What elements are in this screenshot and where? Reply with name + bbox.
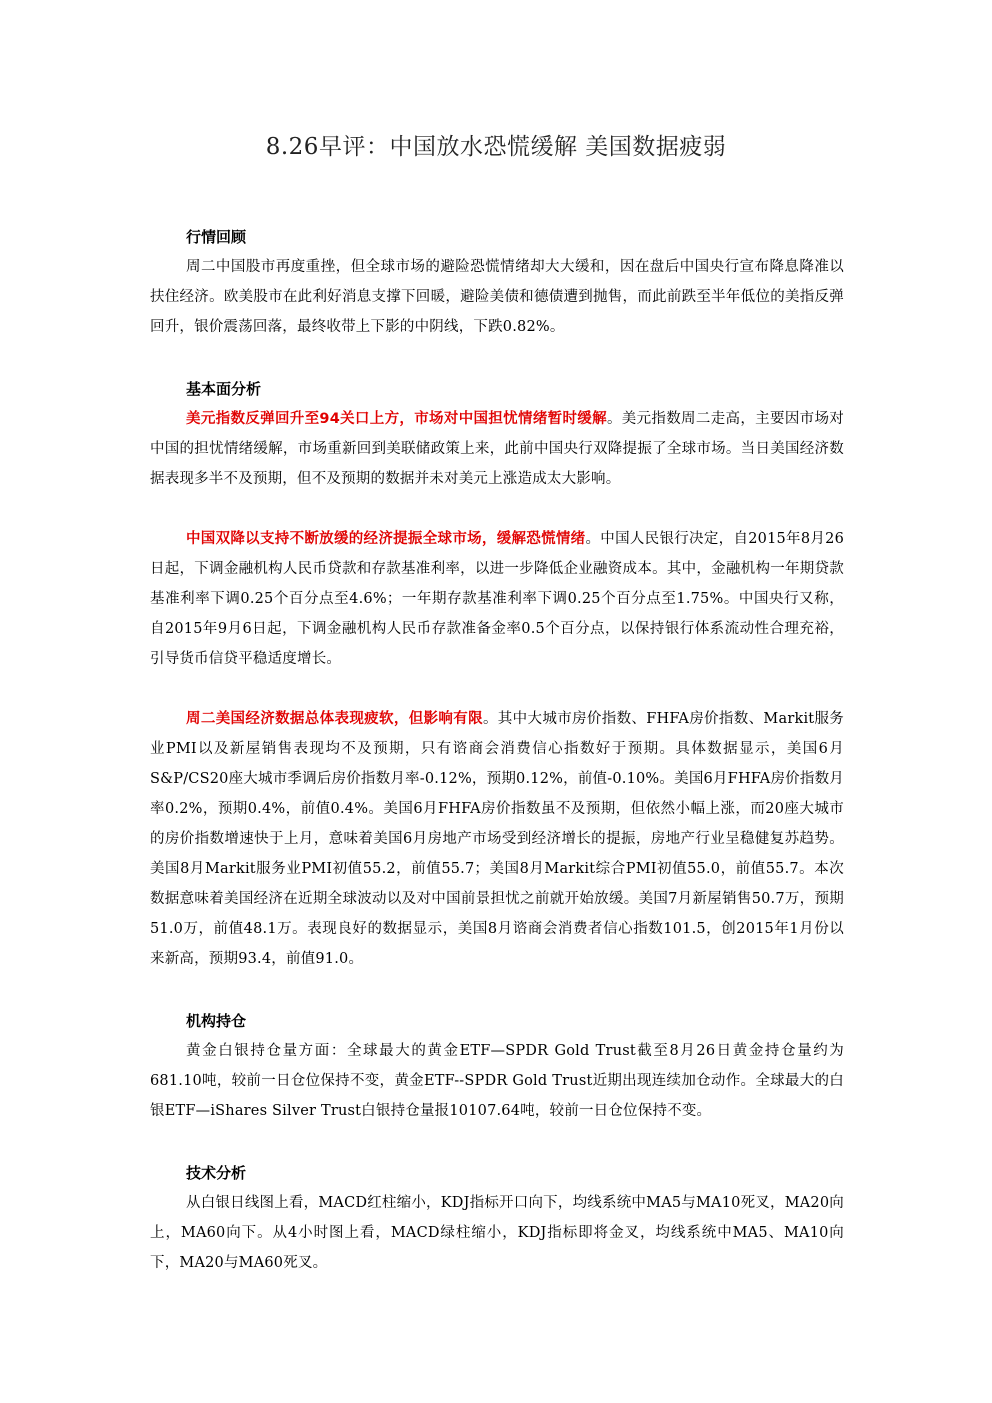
highlight-usd: 美元指数反弹回升至94关口上方，市场对中国担忧情绪暂时缓解 [186, 411, 607, 427]
fundamentals-paragraph-china [150, 524, 844, 674]
highlight-us-data: 周二美国经济数据总体表现疲软，但影响有限 [186, 711, 483, 727]
page-title: 8.26早评：中国放水恐慌缓解 美国数据疲弱 [265, 134, 727, 160]
technical-paragraph: 从白银日线图上看，MACD红柱缩小，KDJ指标开口向下，均线系统中MA5与MA10死叉，MA20向上，MA60向下。从4小时图上看，MACD绿柱缩小，KDJ指标即将金叉，均线系统中MA5、MA10向下，MA20与MA60死叉。 [150, 1195, 844, 1271]
section-heading-technical: 技术分析 [186, 1164, 247, 1182]
document-body [150, 222, 844, 1278]
fundamentals-text-us-data: 。其中大城市房价指数、FHFA房价指数、Markit服务业PMI以及新屋销售表现均不及预期，只有谘商会消费信心指数好于预期。具体数据显示，美国6月S&P/CS20座大城市季调后房价指数月率-0.12%，预期0.12%，前值-0.10%。美国6月FHFA房价指数月率0.2%，预期0.4%，前值0.4%。美国6月FHFA房价指数虽不及预期，但依然小幅上涨，而20座大城市的房价指数增速快于上月，意味着美国6月房地产市场受到经济增长的提振，房地产行业呈稳健复苏趋势。美国8月Markit服务业PMI初值55.2，前值55.7；美国8月Markit综合PMI初值55.0，前值55.7。本次数据意味着美国经济在近期全球波动以及对中国前景担忧之前就开始放缓。美国7月新屋销售50.7万，预期51.0万，前值48.1万。表现良好的数据显示，美国8月谘商会消费者信心指数101.5，创2015年1月份以来新高，预期93.4，前值91.0。 [150, 711, 845, 967]
section-review [150, 222, 844, 342]
fundamentals-text-usd: 。美元指数周二走高，主要因市场对中国的担忧情绪缓解，市场重新回到美联储政策上来，此前中国央行双降提振了全球市场。当日美国经济数据表现多半不及预期，但不及预期的数据并未对美元上涨造成太大影响。 [150, 411, 844, 487]
section-heading-fundamentals: 基本面分析 [186, 380, 262, 398]
section-positions [150, 1006, 844, 1126]
section-heading-positions: 机构持仓 [186, 1012, 247, 1030]
section-technical [150, 1158, 844, 1278]
fundamentals-paragraph-us-data [150, 704, 844, 974]
section-fundamentals [150, 374, 844, 974]
fundamentals-text-china: 。中国人民银行决定，自2015年8月26日起，下调金融机构人民币贷款和存款基准利率，以进一步降低企业融资成本。其中，金融机构一年期贷款基准利率下调0.25个百分点至4.6%；一年期存款基准利率下调0.25个百分点至1.75%。中国央行又称，自2015年9月6日起，下调金融机构人民币存款准备金率0.5个百分点，以保持银行体系流动性合理充裕，引导货币信贷平稳适度增长。 [150, 531, 844, 667]
positions-paragraph: 黄金白银持仓量方面：全球最大的黄金ETF—SPDR Gold Trust截至8月26日黄金持仓量约为681.10吨，较前一日仓位保持不变，黄金ETF--SPDR Gold Trust近期出现连续加仓动作。全球最大的白银ETF—iShares Silver Trust白银持仓量报10107.64吨，较前一日仓位保持不变。 [150, 1043, 844, 1119]
fundamentals-paragraph-usd [150, 404, 844, 494]
section-heading-review: 行情回顾 [186, 228, 247, 246]
highlight-china: 中国双降以支持不断放缓的经济提振全球市场，缓解恐慌情绪 [186, 531, 586, 547]
review-paragraph: 周二中国股市再度重挫，但全球市场的避险恐慌情绪却大大缓和，因在盘后中国央行宣布降息降准以扶住经济。欧美股市在此利好消息支撑下回暖，避险美债和德债遭到抛售，而此前跌至半年低位的美指反弹回升，银价震荡回落，最终收带上下影的中阴线，下跌0.82%。 [150, 259, 844, 335]
